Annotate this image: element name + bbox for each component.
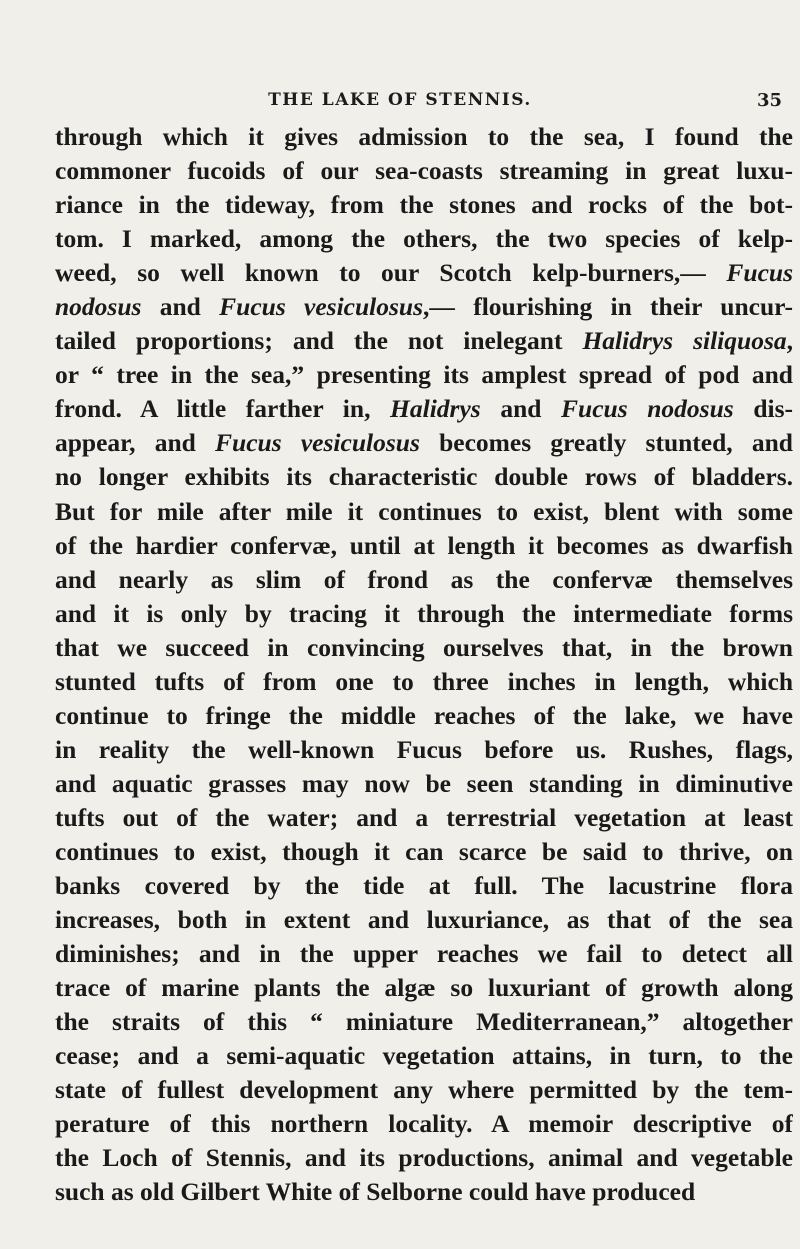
text-line: that we succeed in convincing ourselves that, in the brown — [55, 632, 793, 662]
text-line: tufts out of the water; and a terrestrial vegetation at least — [55, 802, 793, 832]
text-line: diminishes; and in the upper reaches we fail to detect all — [55, 939, 793, 969]
text-line: nodosus and Fucus vesiculosus,— flourishing in their uncur- — [55, 292, 793, 322]
running-title: THE LAKE OF STENNIS. — [268, 90, 532, 110]
page-number: 35 — [756, 90, 782, 111]
text-line: the Loch of Stennis, and its productions, animal and vegetable — [55, 1143, 793, 1173]
text-line: through which it gives admission to the sea, I found the — [55, 122, 793, 151]
text-line: increases, both in extent and luxuriance, as that of the sea — [55, 905, 793, 935]
text-line: state of fullest development any where permitted by the tem- — [55, 1075, 793, 1105]
body-text — [55, 120, 793, 1210]
text-line: But for mile after mile it continues to exist, blent with some — [55, 496, 793, 526]
text-line: appear, and Fucus vesiculosus becomes greatly stunted, and — [55, 428, 793, 458]
text-line: and nearly as slim of frond as the confervæ themselves — [55, 564, 793, 594]
text-line: riance in the tideway, from the stones and rocks of the bot- — [55, 190, 793, 220]
text-line: tom. I marked, among the others, the two species of kelp- — [55, 224, 793, 254]
text-line: continues to exist, though it can scarce be said to thrive, on — [55, 836, 793, 866]
text-line: tailed proportions; and the not inelegant Halidrys siliquosa, — [55, 326, 793, 356]
text-line: weed, so well known to our Scotch kelp-burners,— Fucus — [55, 258, 793, 288]
text-line: and aquatic grasses may now be seen standing in diminutive — [55, 768, 793, 798]
text-line: or “ tree in the sea,” presenting its amplest spread of pod and — [55, 360, 793, 390]
running-head — [0, 90, 800, 116]
text-line: of the hardier confervæ, until at length it becomes as dwarfish — [55, 530, 793, 560]
text-line: commoner fucoids of our sea-coasts streaming in great luxu- — [55, 156, 793, 186]
text-line: trace of marine plants the algæ so luxuriant of growth along — [55, 973, 793, 1003]
text-line: the straits of this “ miniature Mediterranean,” altogether — [55, 1007, 793, 1037]
text-line: continue to fringe the middle reaches of the lake, we have — [55, 700, 793, 730]
text-line: frond. A little farther in, Halidrys and Fucus nodosus dis- — [55, 394, 793, 424]
text-line: and it is only by tracing it through the intermediate forms — [55, 598, 793, 628]
text-line: cease; and a semi-aquatic vegetation attains, in turn, to the — [55, 1041, 793, 1071]
text-line: perature of this northern locality. A memoir descriptive of — [55, 1109, 793, 1139]
text-line: such as old Gilbert White of Selborne could have produced — [55, 1177, 696, 1207]
text-line: banks covered by the tide at full. The lacustrine flora — [55, 871, 793, 901]
text-line: in reality the well-known Fucus before us. Rushes, flags, — [55, 734, 793, 764]
text-line: no longer exhibits its characteristic double rows of bladders. — [55, 462, 793, 492]
text-line: stunted tufts of from one to three inches in length, which — [55, 666, 793, 696]
